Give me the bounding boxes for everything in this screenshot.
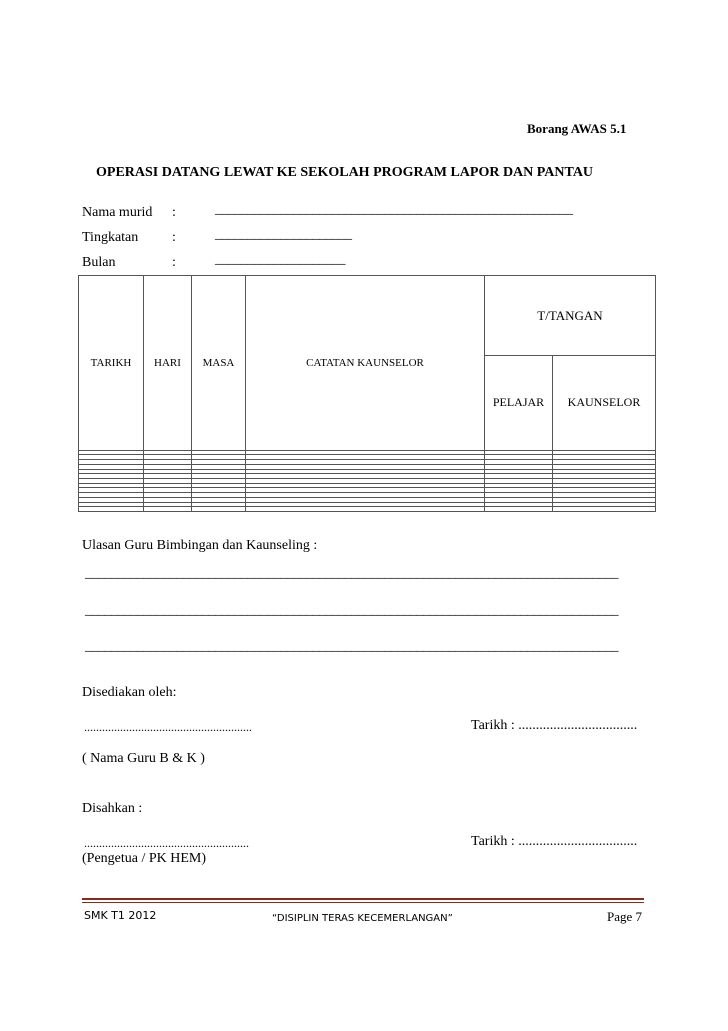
review-line-3[interactable]: __________________________________________________________________________________ — [85, 639, 618, 654]
month-field[interactable]: ____________________ — [215, 252, 345, 267]
col-header-time: MASA — [192, 276, 246, 451]
prepared-date-field[interactable]: Tarikh : .................................. — [471, 718, 638, 733]
form-code: Borang AWAS 5.1 — [527, 121, 627, 136]
prepared-name-caption: ( Nama Guru B & K ) — [82, 751, 205, 766]
page-number: Page 7 — [607, 909, 643, 924]
col-header-signature: T/TANGAN — [485, 276, 656, 356]
prepared-signature-line[interactable]: ........................................................ — [84, 720, 252, 734]
month-colon: : — [172, 255, 176, 270]
log-rows[interactable] — [79, 450, 656, 511]
prepared-by-label: Disediakan oleh: — [82, 685, 177, 700]
footer-divider — [82, 898, 644, 900]
page-title: OPERASI DATANG LEWAT KE SEKOLAH PROGRAM LAPOR DAN PANTAU — [96, 165, 594, 180]
footer-school: SMK T1 2012 — [84, 909, 157, 922]
name-colon: : — [172, 205, 176, 220]
approved-by-label: Disahkan : — [82, 801, 143, 816]
name-field[interactable]: _______________________________________________________ — [215, 202, 573, 217]
grade-field[interactable]: _____________________ — [215, 227, 352, 242]
month-label: Bulan — [82, 255, 116, 270]
table-row[interactable] — [79, 507, 656, 512]
review-line-2[interactable]: __________________________________________________________________________________ — [85, 603, 618, 618]
col-header-student: PELAJAR — [485, 356, 553, 450]
attendance-log-table — [78, 275, 656, 512]
name-label: Nama murid — [82, 205, 153, 220]
col-header-day: HARI — [144, 276, 192, 451]
col-header-notes: CATATAN KAUNSELOR — [246, 276, 485, 451]
col-header-counselor: KAUNSELOR — [553, 356, 656, 450]
approved-name-caption: (Pengetua / PK HEM) — [82, 851, 207, 866]
review-label: Ulasan Guru Bimbingan dan Kaunseling : — [82, 538, 318, 553]
footer-motto: “DISIPLIN TERAS KECEMERLANGAN” — [272, 913, 453, 924]
grade-label: Tingkatan — [82, 230, 139, 245]
approved-date-field[interactable]: Tarikh : .................................. — [471, 834, 638, 849]
footer-divider-thin — [82, 902, 644, 903]
grade-colon: : — [172, 230, 176, 245]
review-line-1[interactable]: __________________________________________________________________________________ — [85, 566, 618, 581]
approved-signature-line[interactable]: ....................................................... — [84, 836, 249, 850]
col-header-date: TARIKH — [79, 276, 144, 451]
